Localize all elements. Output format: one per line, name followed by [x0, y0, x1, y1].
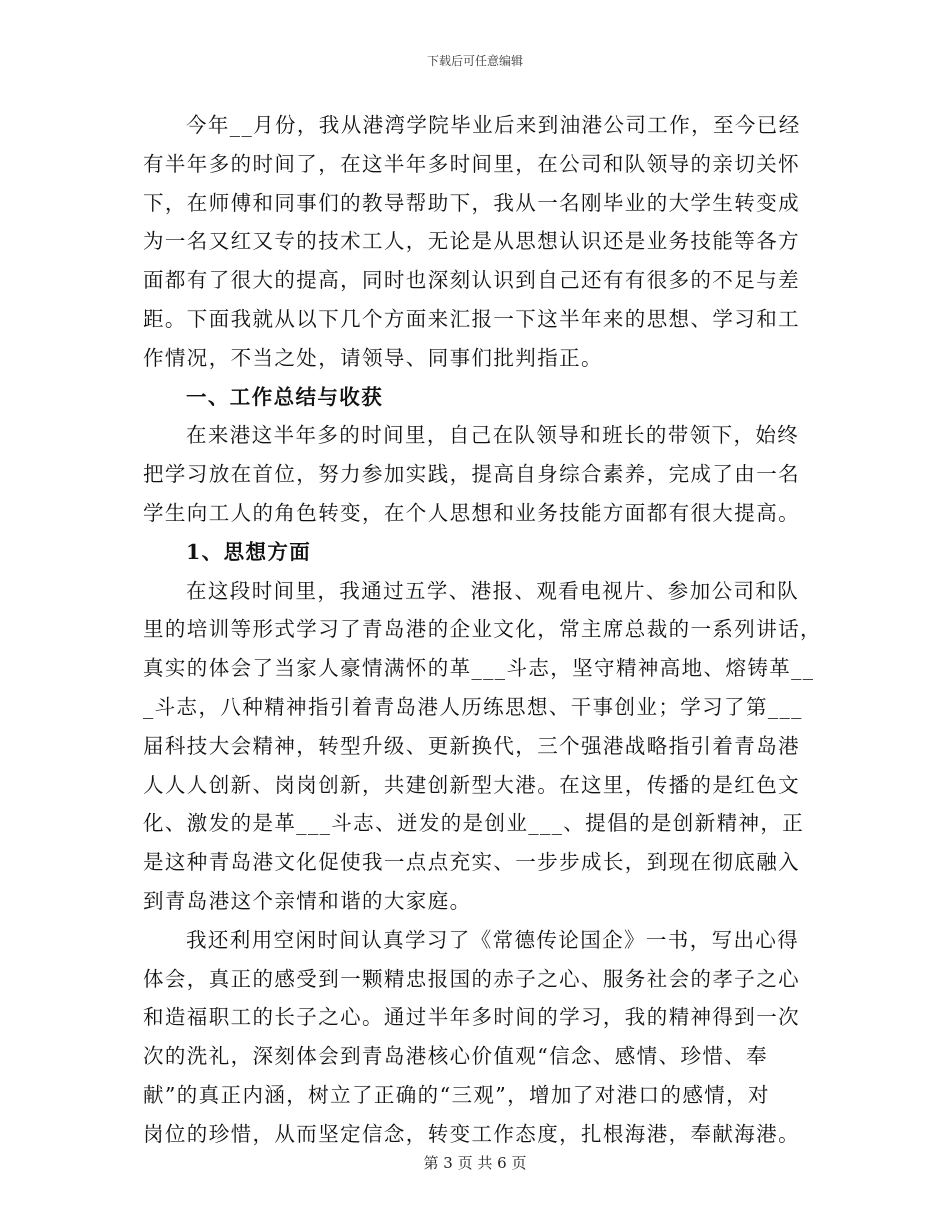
paragraph-line: 在来港这半年多的时间里，自己在队领导和班长的带领下，始终 — [186, 423, 800, 448]
paragraph-line: 作情况，不当之处，请领导、同事们批判指正。 — [143, 345, 603, 370]
paragraph-line: 我还利用空闲时间认真学习了《常德传论国企》一书，写出心得 — [186, 927, 800, 952]
subsection-heading: 1、思想方面 — [186, 539, 312, 564]
paragraph-line: 献”的真正内涵，树立了正确的“三观”，增加了对港口的感情，对 — [143, 1082, 770, 1107]
page-header: 下载后可任意编辑 — [426, 54, 523, 68]
paragraph-line: 次的洗礼，深刻体会到青岛港核心价值观“信念、感情、珍惜、奉 — [143, 1044, 769, 1069]
paragraph-line: 里的培训等形式学习了青岛港的企业文化，常主席总裁的一系列讲话， — [143, 617, 822, 642]
paragraph-line: 和造福职工的长子之心。通过半年多时间的学习，我的精神得到一次 — [143, 1005, 800, 1030]
paragraph-line: 学生向工人的角色转变，在个人思想和业务技能方面都有很大提高。 — [143, 500, 800, 525]
paragraph-line: 距。下面我就从以下几个方面来汇报一下这半年来的思想、学习和工 — [143, 306, 800, 331]
paragraph-line: 是这种青岛港文化促使我一点点充实、一步步成长，到现在彻底融入 — [143, 850, 800, 875]
paragraph-line: 今年__月份，我从港湾学院毕业后来到油港公司工作，至今已经 — [186, 113, 801, 137]
paragraph-line: 人人人创新、岗岗创新，共建创新型大港。在这里，传播的是红色文 — [143, 772, 800, 797]
paragraph-line: 到青岛港这个亲情和谐的大家庭。 — [143, 888, 472, 913]
page-number: 第 3 页 共 6 页 — [423, 1154, 527, 1172]
paragraph-line: 体会，真正的感受到一颗精忠报国的赤子之心、服务社会的孝子之心 — [143, 966, 800, 991]
paragraph-line: 在这段时间里，我通过五学、港报、观看电视片、参加公司和队 — [186, 578, 800, 603]
section-heading: 一、工作总结与收获 — [186, 384, 384, 409]
paragraph-line: 面都有了很大的提高，同时也深刻认识到自己还有有很多的不足与差 — [143, 268, 800, 293]
paragraph-line: 真实的体会了当家人豪情满怀的革___斗志，坚守精神高地、熔铸革__ — [143, 656, 815, 681]
paragraph-line: 有半年多的时间了，在这半年多时间里，在公司和队领导的亲切关怀 — [143, 151, 800, 176]
document-body — [143, 106, 822, 1154]
paragraph-line: 把学习放在首位，努力参加实践，提高自身综合素养，完成了由一名 — [143, 462, 800, 487]
paragraph-line: 下，在师傅和同事们的教导帮助下，我从一名刚毕业的大学生转变成 — [143, 190, 800, 215]
paragraph-line: _斗志，八种精神指引着青岛港人历练思想、干事创业；学习了第___ — [143, 694, 803, 719]
paragraph-line: 为一名又红又专的技术工人，无论是从思想认识还是业务技能等各方 — [143, 229, 800, 254]
paragraph-line: 届科技大会精神，转型升级、更新换代，三个强港战略指引着青岛港 — [143, 733, 800, 758]
paragraph-line: 化、激发的是革___斗志、迸发的是创业___、提倡的是创新精神，正 — [143, 811, 805, 836]
paragraph-line: 岗位的珍惜，从而坚定信念，转变工作态度，扎根海港，奉献海港。 — [143, 1121, 800, 1146]
